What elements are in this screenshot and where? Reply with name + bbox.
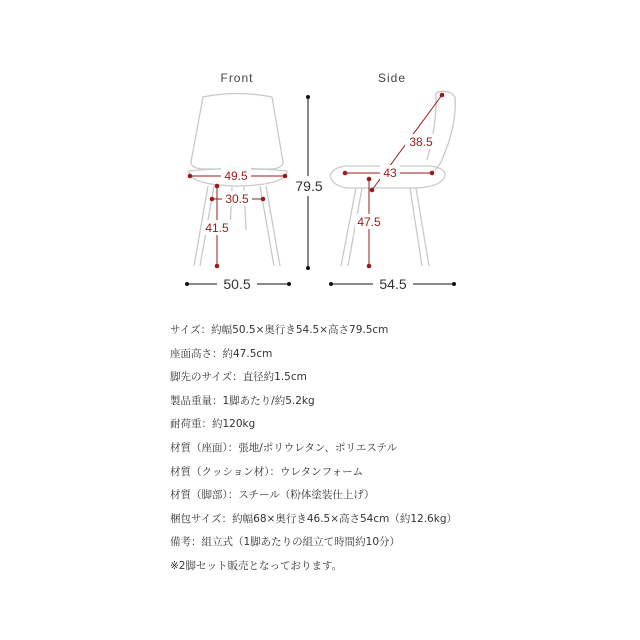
side-seat-height-dimension — [355, 177, 383, 269]
side-seat-depth-dimension — [343, 165, 435, 180]
front-view-title: Front — [220, 71, 254, 85]
side-seat-height-label: 47.5 — [357, 215, 381, 229]
side-view-title: Side — [377, 71, 407, 85]
spec-product-weight: 製品重量：1脚あたり/約5.2kg — [170, 394, 315, 407]
side-overall-depth-label: 54.5 — [379, 276, 407, 292]
side-back-height-label: 38.5 — [409, 135, 433, 149]
spec-package-size: 梱包サイズ：約幅68×奥行き46.5×高さ54cm（約12.6kg） — [170, 512, 457, 525]
spec-load-capacity: 耐荷重：約120kg — [170, 418, 256, 431]
spec-list — [170, 319, 630, 579]
front-overall-width-label: 50.5 — [223, 276, 251, 292]
side-seat-depth-label: 43 — [383, 166, 397, 180]
spec-notes: 備考：組立式（1脚あたりの組立て時間約10分） — [170, 536, 401, 549]
side-overall-depth-dimension — [329, 275, 456, 293]
spec-sales-note: ※2脚セット販売となっております。 — [170, 559, 343, 572]
chair-dimension-diagram — [0, 0, 640, 310]
spec-seat-height: 座面高さ：約47.5cm — [170, 347, 273, 360]
spec-leg-tip-size: 脚先のサイズ：直径約1.5cm — [170, 371, 307, 384]
front-leg-span-dimension — [210, 191, 266, 206]
spec-material-cushion: 材質（クッション材）：ウレタンフォーム — [170, 465, 364, 478]
front-leg-span-label: 30.5 — [225, 192, 249, 206]
front-overall-width-dimension — [185, 275, 291, 293]
spec-material-seat: 材質（座面）：張地/ポリウレタン、ポリエステル — [170, 441, 398, 454]
overall-height-label: 79.5 — [295, 178, 323, 194]
overall-height-dimension — [293, 95, 323, 270]
spec-material-legs: 材質（脚部）：スチール（粉体塗装仕上げ） — [170, 489, 375, 502]
front-seat-width-label: 49.5 — [224, 169, 248, 183]
front-seat-height-label: 41.5 — [205, 221, 229, 235]
spec-size: サイズ：約幅50.5×奥行き54.5×高さ79.5cm — [170, 324, 389, 336]
